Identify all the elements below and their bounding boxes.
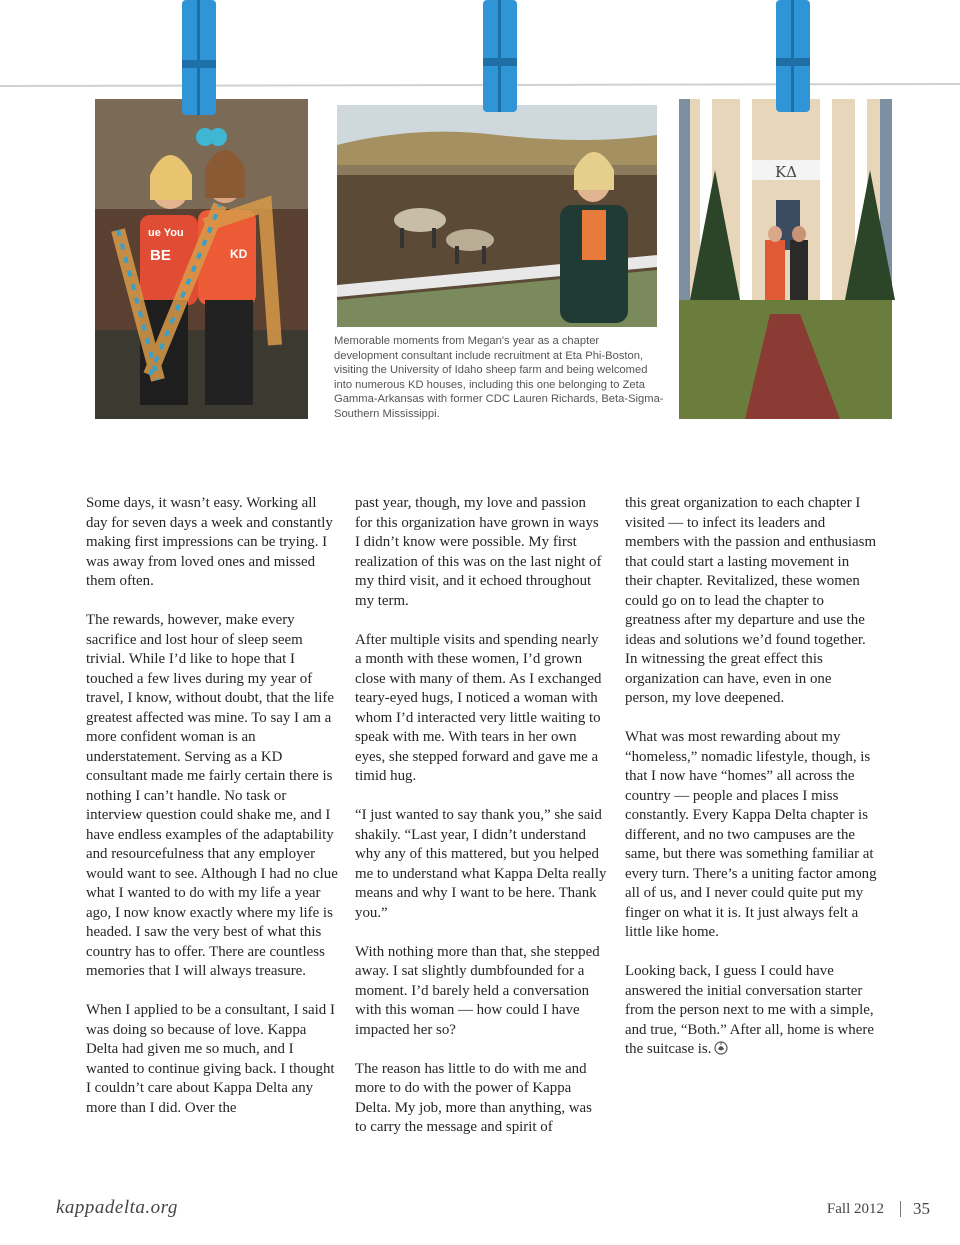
- paragraph: Some days, it wasn’t easy. Working all day for seven days a week and constantly making first impressions can be trying. I was away from loved ones and missed them often.: [86, 495, 333, 589]
- paragraph: After multiple visits and spending nearly a month with these women, I’d grown close with many of them. As I exchanged teary-eyed hugs, I noticed a woman with whom I’d interacted very little waiting to speak with me. With tears in her own eyes, she stepped forward and gave me a timid hug.: [355, 631, 602, 784]
- paragraph: this great organization to each chapter I visited — to infect its leaders and members with the passion and enthusiasm that could start a lasting movement in their chapter. Revitalized, these women could go on to lead the chapter to greatness after my departure and use the ideas and solutions we’d found together. In witnessing the great effect this organization can have, even in one person, my love deepened.: [625, 495, 877, 706]
- article-column-2: [355, 494, 607, 1157]
- paragraph: past year, though, my love and passion for this organization have grown in ways I didn’t know were possible. My first realization of this was on the last night of my third visit, and it echoed throughout my term.: [355, 495, 602, 609]
- paragraph-last-text: Looking back, I guess I could have answered the initial conversation starter from the person next to me with a simple, and true, “Both.” After all, home is where the suitcase is.: [625, 963, 874, 1057]
- footer-issue-info: [827, 1199, 930, 1219]
- paragraph: The rewards, however, make every sacrifice and lost hour of sleep seem trivial. While I’d like to hope that I touched a few lives during my year of travel, I know, without doubt, that the life greatest affected was mine. To say I am a more confident woman is an understatement. Serving as a KD consultant made me fairly certain there is nothing I can’t handle. No task or interview question could shake me, and I have endless examples of the adaptability and resourcefulness that any employer would want to see. Although I had no clue what I wanted to do with my life a year ago, I now know exactly where my life is headed. I saw the very best of what this country has to offer. There are countless memories that I will always treasure.: [86, 612, 338, 979]
- article-column-1: [86, 494, 338, 1138]
- paragraph: The reason has little to do with me and more to do with the power of Kappa Delta. My job, more than anything, was to carry the message and spirit of: [355, 1060, 592, 1135]
- footer-site: kappadelta.org: [56, 1197, 178, 1218]
- clothespin-icon: [182, 0, 216, 115]
- photo-recruitment: [95, 99, 308, 419]
- house-sign: ΚΔ: [774, 163, 798, 181]
- clothespin-icon: [483, 0, 517, 112]
- paragraph: What was most rewarding about my “homeless,” nomadic lifestyle, though, is that I now have “homes” all across the country — people and places I miss constantly. Every Kappa Delta chapter is different, and no two campuses are the same, but there was something familiar at every turn. There’s a uniting factor among all of us, and I never could quite put my finger on what it is. It just always felt a little like home.: [625, 729, 877, 940]
- shirt-text-3: KD: [230, 247, 248, 261]
- rose-emblem-icon: [714, 1041, 728, 1062]
- photo-kd-house: [679, 99, 895, 419]
- paragraph: “I just wanted to say thank you,” she said shakily. “Last year, I didn’t understand why any of this mattered, but you helped me to understand what Kappa Delta really means and why I want to be here. Thank you.”: [355, 807, 607, 921]
- paragraph: With nothing more than that, she stepped away. I sat slightly dumbfounded for a moment. I’d barely held a conversation with this woman — how could I have impacted her so?: [355, 943, 600, 1038]
- paragraph: When I applied to be a consultant, I said I was doing so because of love. Kappa Delta had given me so much, and I wanted to continue giving back. I thought I couldn’t care about Kappa Delta any more than I did. Over the: [86, 1002, 335, 1116]
- article-column-3: [625, 494, 877, 1081]
- clothespin-icon: [776, 0, 810, 112]
- footer-divider: [900, 1201, 901, 1217]
- clothesline: [0, 84, 960, 86]
- photo-caption: Memorable moments from Megan's year as a chapter development consultant include recruitment at Eta Phi-Boston, visiting the University of Idaho sheep farm and being welcomed into numerous KD houses, including this one belonging to Zeta Gamma-Arkansas with former CDC Lauren Richards, Beta-Sigma-Southern Mississippi.: [334, 335, 664, 420]
- footer-issue: Fall 2012: [826, 1200, 884, 1217]
- page-number: 35: [913, 1199, 930, 1218]
- shirt-text-2: BE: [150, 247, 171, 264]
- paragraph-last: [625, 962, 877, 1062]
- shirt-text-1: ue You: [148, 227, 184, 239]
- photo-sheep-farm: [337, 105, 657, 327]
